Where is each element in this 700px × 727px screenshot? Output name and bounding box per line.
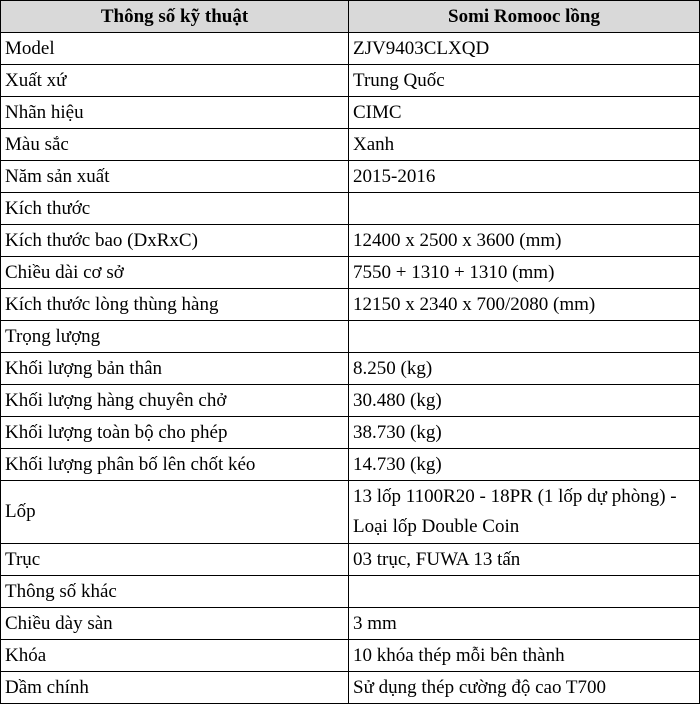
- header-spec: Thông số kỹ thuật: [1, 1, 349, 33]
- header-product: Somi Romooc lồng: [349, 1, 700, 33]
- row-value: 38.730 (kg): [349, 417, 700, 449]
- table-row: [1, 225, 700, 257]
- row-value: 30.480 (kg): [349, 385, 700, 417]
- row-label: Xuất xứ: [1, 65, 349, 97]
- table-row: [1, 385, 700, 417]
- table-header-row: [1, 1, 700, 33]
- table-row: [1, 161, 700, 193]
- table-row: [1, 417, 700, 449]
- table-row: [1, 672, 700, 704]
- table-row: [1, 544, 700, 576]
- row-value: 14.730 (kg): [349, 449, 700, 481]
- section-label: Thông số khác: [1, 576, 349, 608]
- table-row: [1, 449, 700, 481]
- section-label: Trọng lượng: [1, 321, 349, 353]
- row-label: Khóa: [1, 640, 349, 672]
- section-label: Kích thước: [1, 193, 349, 225]
- row-label: Khối lượng bản thân: [1, 353, 349, 385]
- table-row-section: [1, 321, 700, 353]
- row-value: [349, 193, 700, 225]
- row-value: CIMC: [349, 97, 700, 129]
- table-row: [1, 481, 700, 544]
- row-label: Khối lượng toàn bộ cho phép: [1, 417, 349, 449]
- table-row: [1, 65, 700, 97]
- row-label: Năm sản xuất: [1, 161, 349, 193]
- table-row: [1, 129, 700, 161]
- row-value: 03 trục, FUWA 13 tấn: [349, 544, 700, 576]
- table-row: [1, 353, 700, 385]
- table-row: [1, 608, 700, 640]
- row-label: Kích thước bao (DxRxC): [1, 225, 349, 257]
- row-value: Sử dụng thép cường độ cao T700: [349, 672, 700, 704]
- table-row: [1, 97, 700, 129]
- row-value: 10 khóa thép mỗi bên thành: [349, 640, 700, 672]
- table-row: [1, 289, 700, 321]
- row-label: Nhãn hiệu: [1, 97, 349, 129]
- row-value: 7550 + 1310 + 1310 (mm): [349, 257, 700, 289]
- table-row: [1, 640, 700, 672]
- row-value: Xanh: [349, 129, 700, 161]
- row-label: Khối lượng phân bố lên chốt kéo: [1, 449, 349, 481]
- row-label: Chiều dày sàn: [1, 608, 349, 640]
- row-value: 12400 x 2500 x 3600 (mm): [349, 225, 700, 257]
- row-value: 8.250 (kg): [349, 353, 700, 385]
- row-label: Kích thước lòng thùng hàng: [1, 289, 349, 321]
- row-value: ZJV9403CLXQD: [349, 33, 700, 65]
- row-label: Khối lượng hàng chuyên chở: [1, 385, 349, 417]
- row-value: 3 mm: [349, 608, 700, 640]
- row-label: Màu sắc: [1, 129, 349, 161]
- row-value: 2015-2016: [349, 161, 700, 193]
- row-value: Trung Quốc: [349, 65, 700, 97]
- row-label: Chiều dài cơ sở: [1, 257, 349, 289]
- row-label: Model: [1, 33, 349, 65]
- row-value: [349, 576, 700, 608]
- row-value: [349, 321, 700, 353]
- table-row-section: [1, 576, 700, 608]
- table-row-section: [1, 193, 700, 225]
- row-label: Lốp: [1, 481, 349, 544]
- row-label: Dầm chính: [1, 672, 349, 704]
- row-value: 13 lốp 1100R20 - 18PR (1 lốp dự phòng) - Loại lốp Double Coin: [349, 481, 700, 544]
- row-value: 12150 x 2340 x 700/2080 (mm): [349, 289, 700, 321]
- table-row: [1, 33, 700, 65]
- row-label: Trục: [1, 544, 349, 576]
- table-row: [1, 257, 700, 289]
